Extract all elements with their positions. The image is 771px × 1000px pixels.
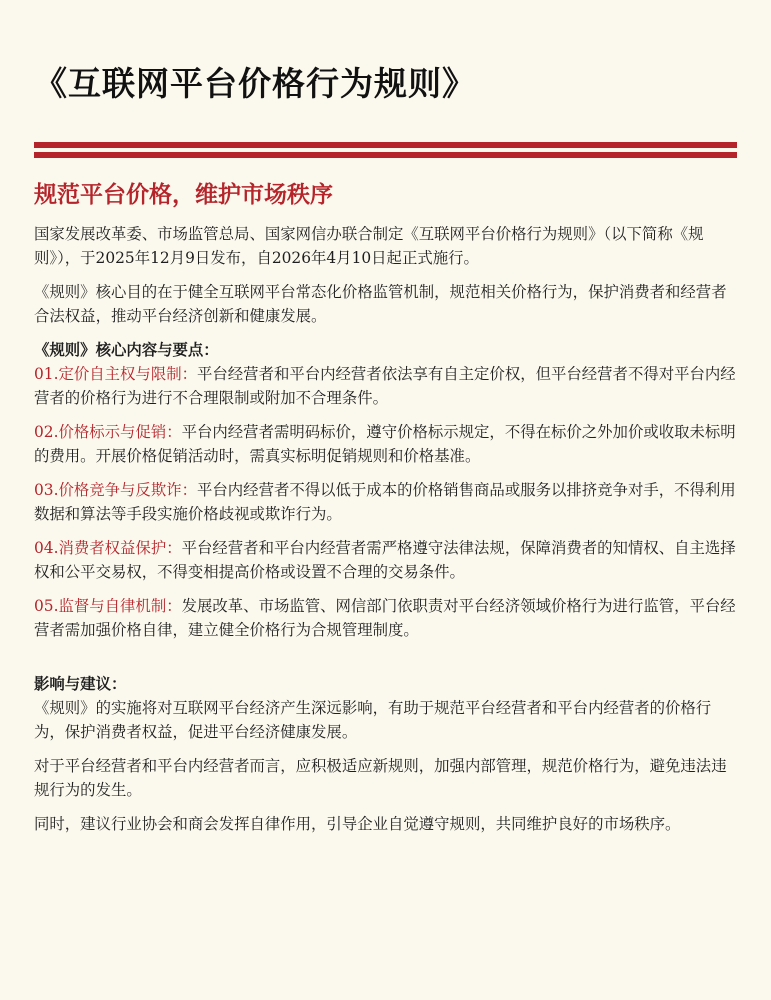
core-section-heading: 《规则》核心内容与要点： xyxy=(34,341,219,359)
core-item xyxy=(34,478,737,526)
intro-paragraph: 《规则》核心目的在于健全互联网平台常态化价格监管机制，规范相关价格行为，保护消费者和经营者合法权益，推动平台经济创新和健康发展。 xyxy=(34,283,727,325)
core-item-text: 平台经营者和平台内经营者依法享有自主定价权，但平台经营者不得对平台内经营者的价格行为进行不合理限制或附加不合理条件。 xyxy=(34,365,736,407)
impact-paragraph: 同时，建议行业协会和商会发挥自律作用，引导企业自觉遵守规则，共同维护良好的市场秩序。 xyxy=(34,815,681,833)
section-subtitle: 规范平台价格，维护市场秩序 xyxy=(34,182,333,208)
core-item-text: 平台内经营者需明码标价，遵守价格标示规定，不得在标价之外加价或收取未标明的费用。开展价格促销活动时，需真实标明促销规则和价格基准。 xyxy=(34,423,736,465)
core-item-title: 03.价格竞争与反欺诈： xyxy=(34,481,197,499)
core-item-text: 发展改革、市场监管、网信部门依职责对平台经济领域价格行为进行监管，平台经营者需加强价格自律，建立健全价格行为合规管理制度。 xyxy=(34,597,736,639)
intro-paragraph: 国家发展改革委、市场监管总局、国家网信办联合制定《互联网平台价格行为规则》（以下简称《规则》），于2025年12月9日发布，自2026年4月10日起正式施行。 xyxy=(34,225,704,267)
core-item-title: 02.价格标示与促销： xyxy=(34,423,182,441)
core-item xyxy=(34,536,737,584)
core-item-title: 01.定价自主权与限制： xyxy=(34,365,197,383)
header-rule-bottom xyxy=(34,152,737,158)
core-item-title: 04.消费者权益保护： xyxy=(34,539,182,557)
section-spacer xyxy=(34,652,737,672)
document-body xyxy=(34,222,737,846)
header-rule-top xyxy=(34,142,737,148)
core-item xyxy=(34,420,737,468)
document-title: 《互联网平台价格行为规则》 xyxy=(34,64,476,103)
core-item-text: 平台经营者和平台内经营者需严格遵守法律法规，保障消费者的知情权、自主选择权和公平交易权，不得变相提高价格或设置不合理的交易条件。 xyxy=(34,539,736,581)
core-item-text: 平台内经营者不得以低于成本的价格销售商品或服务以排挤竞争对手，不得利用数据和算法等手段实施价格歧视或欺诈行为。 xyxy=(34,481,736,523)
core-item xyxy=(34,362,737,410)
core-item xyxy=(34,594,737,642)
impact-paragraph: 《规则》的实施将对互联网平台经济产生深远影响，有助于规范平台经营者和平台内经营者的价格行为，保护消费者权益，促进平台经济健康发展。 xyxy=(34,699,712,741)
core-item-title: 05.监督与自律机制： xyxy=(34,597,182,615)
impact-section-heading: 影响与建议： xyxy=(34,675,127,693)
impact-paragraph: 对于平台经营者和平台内经营者而言，应积极适应新规则，加强内部管理，规范价格行为，避免违法违规行为的发生。 xyxy=(34,757,727,799)
